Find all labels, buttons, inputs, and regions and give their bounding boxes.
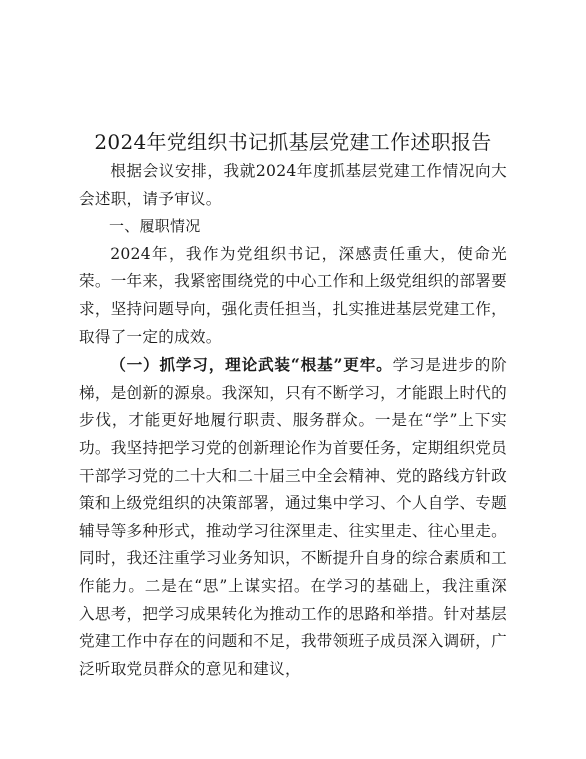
intro-paragraph: 根据会议安排，我就2024年度抓基层党建工作情况向大会述职，请予审议。 — [79, 162, 507, 208]
section-heading: 一、履职情况 — [109, 217, 201, 236]
subsection-body: 学习是进步的阶梯，是创新的源泉。我深知，只有不断学习，才能跟上时代的步伐，才能更好地履行职责、服务群众。一是在“学”上下实功。我坚持把学习党的创新理论作为首要任务，定期组织党员干部学习党的二十大和二十届三中全会精神、党的路线方针政策和上级党组织的决策部署，通过集中学习、个人自学、专题辅导等多种形式，推动学习往深里走、往实里走、往心里走。同时，我还注重学习业务知识，不断提升自身的综合素质和工作能力。二是在“思”上谋实招。在学习的基础上，我注重深入思考，把学习成果转化为推动工作的思路和举措。针对基层党建工作中存在的问题和不足，我带领班子成员深入调研，广泛听取党员群众的意见和建议， — [79, 356, 507, 678]
document-title: 2024年党组织书记抓基层党建工作述职报告 — [94, 130, 492, 154]
document-body — [79, 158, 507, 683]
subsection-heading: （一）抓学习，理论武装“根基”更牢。 — [110, 355, 393, 375]
subsection-paragraph — [79, 351, 507, 683]
section-paragraph: 2024年，我作为党组织书记，深感责任重大，使命光荣。一年来，我紧密围绕党的中心工作和上级党组织的部署要求，坚持问题导向，强化责任担当，扎实推进基层党建工作，取得了一定的成效。 — [79, 244, 507, 346]
